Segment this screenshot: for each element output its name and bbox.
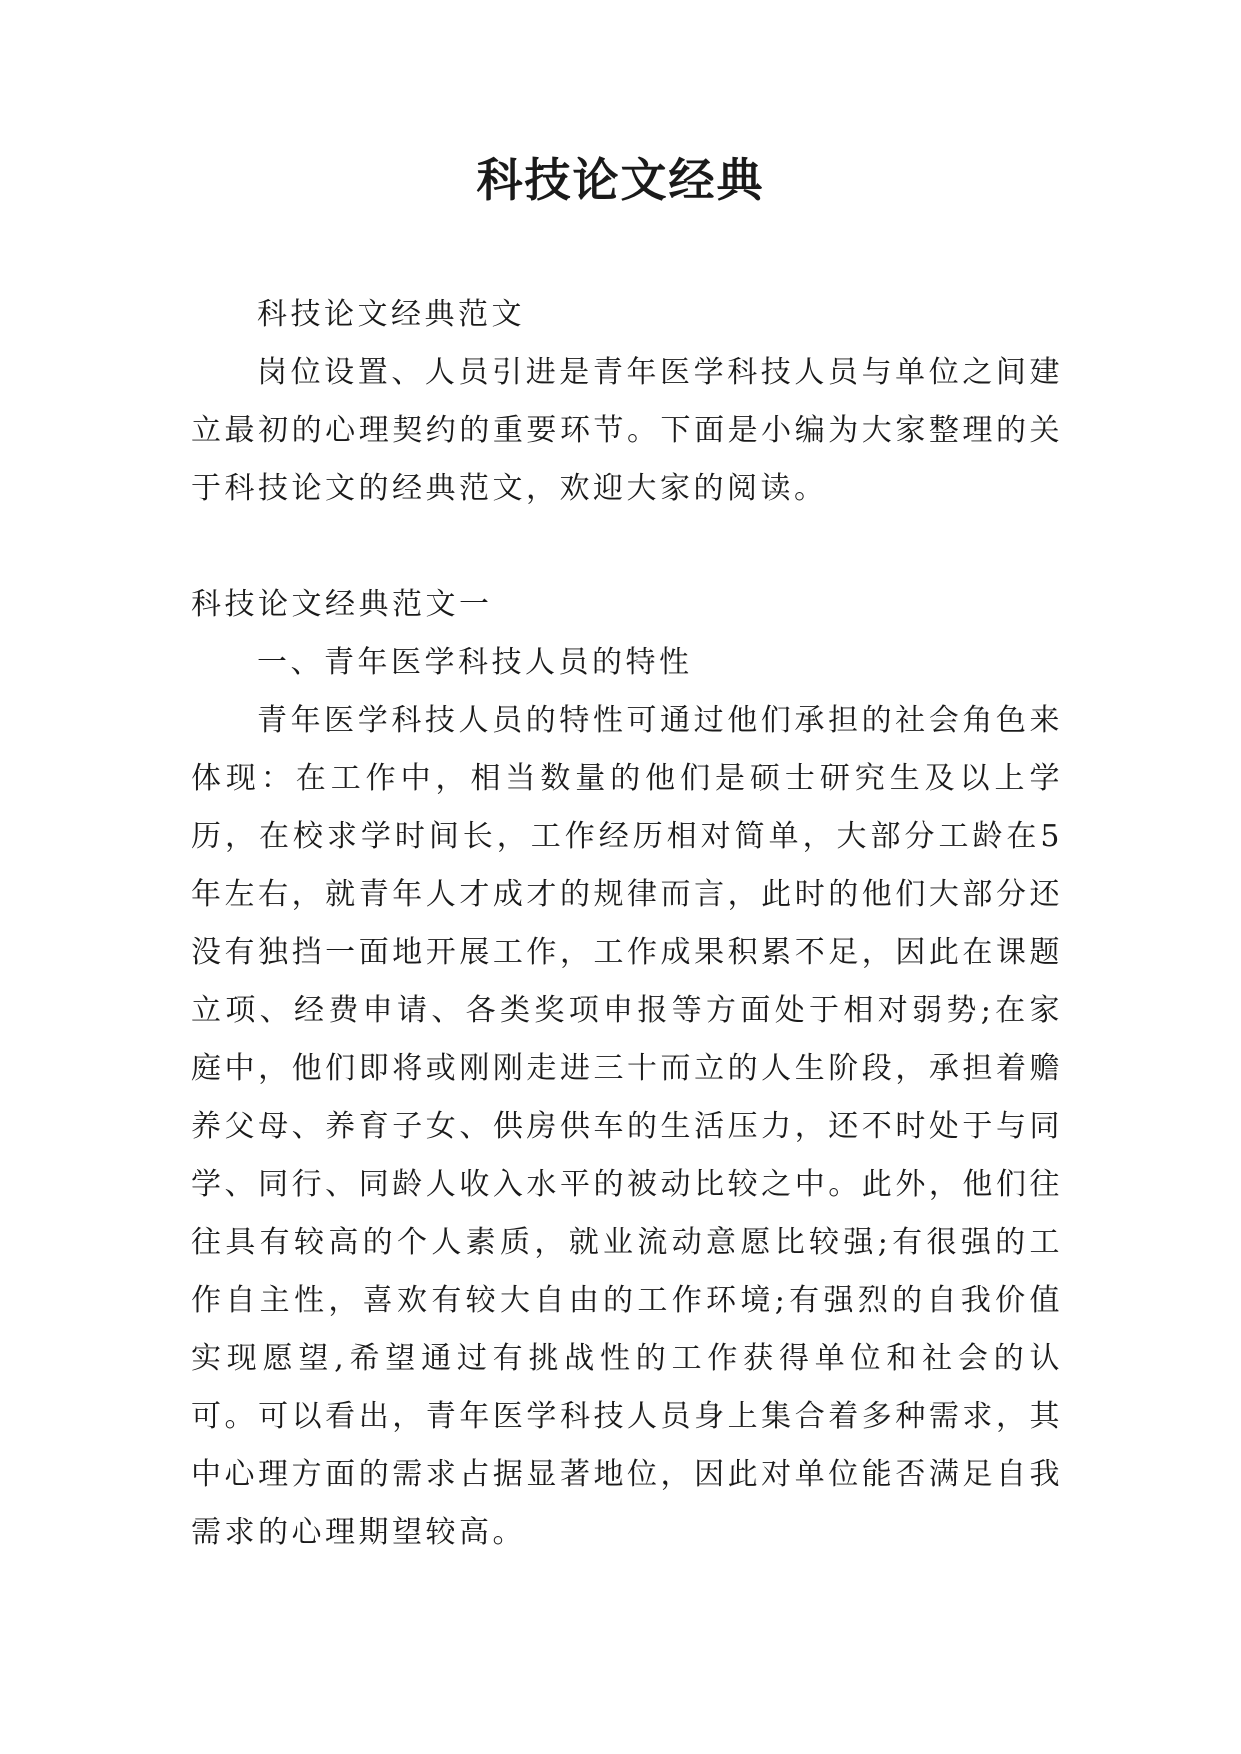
document-body bbox=[191, 286, 1063, 1562]
intro-paragraph: 岗位设置、人员引进是青年医学科技人员与单位之间建立最初的心理契约的重要环节。下面是小编为大家整理的关于科技论文的经典范文，欢迎大家的阅读。 bbox=[191, 355, 1063, 506]
section-heading: 科技论文经典范文一 bbox=[191, 587, 493, 622]
paragraph-spacer bbox=[191, 518, 1063, 576]
subsection-heading: 一、青年医学科技人员的特性 bbox=[257, 645, 693, 680]
body-paragraph: 青年医学科技人员的特性可通过他们承担的社会角色来体现：在工作中，相当数量的他们是硕士研究生及以上学历，在校求学时间长，工作经历相对简单，大部分工龄在5年左右，就青年人才成才的规律而言，此时的他们大部分还没有独挡一面地开展工作，工作成果积累不足，因此在课题立项、经费申请、各类奖项申报等方面处于相对弱势;在家庭中，他们即将或刚刚走进三十而立的人生阶段，承担着赡养父母、养育子女、供房供车的生活压力，还不时处于与同学、同行、同龄人收入水平的被动比较之中。此外，他们往往具有较高的个人素质，就业流动意愿比较强;有很强的工作自主性，喜欢有较大自由的工作环境;有强烈的自我价值实现愿望,希望通过有挑战性的工作获得单位和社会的认可。可以看出，青年医学科技人员身上集合着多种需求，其中心理方面的需求占据显著地位，因此对单位能否满足自我需求的心理期望较高。 bbox=[191, 703, 1063, 1550]
document-subtitle: 科技论文经典范文 bbox=[257, 297, 525, 332]
document-title: 科技论文经典 bbox=[476, 153, 765, 207]
